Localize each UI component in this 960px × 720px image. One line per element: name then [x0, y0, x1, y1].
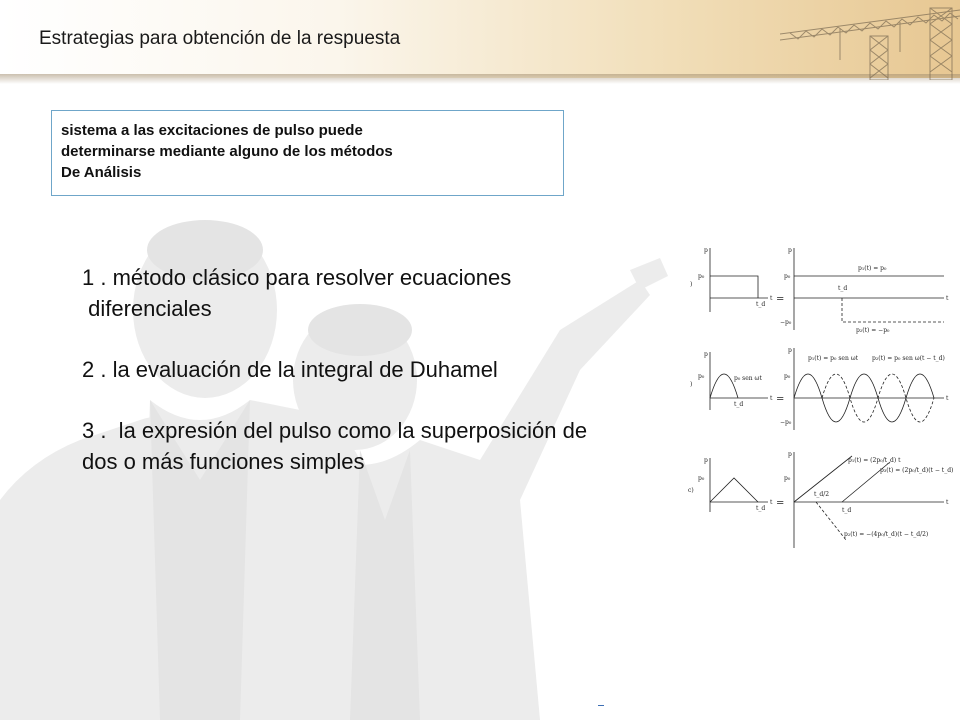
callout-line: sistema a las excitaciones de pulso puede [61, 122, 363, 139]
svg-text:t_d: t_d [756, 505, 766, 512]
svg-text:t_d: t_d [734, 401, 744, 408]
svg-text:t: t [770, 499, 773, 506]
callout-line: determinarse mediante alguno de los métodos [61, 143, 393, 160]
svg-text:t_d/2: t_d/2 [814, 491, 830, 498]
svg-text:p₀ sen ωt: p₀ sen ωt [734, 375, 762, 382]
svg-text:p₂(t) = −(4p₀/t_d)(t − t_d/2): p₂(t) = −(4p₀/t_d)(t − t_d/2) [844, 531, 929, 538]
svg-text:p₀: p₀ [784, 273, 791, 280]
svg-text:t: t [946, 499, 949, 506]
figure-label: ) [690, 281, 693, 288]
svg-text:p: p [704, 247, 708, 254]
svg-text:p₂(t) = p₀ sen ω(t − t_d): p₂(t) = p₀ sen ω(t − t_d) [872, 355, 945, 362]
svg-text:=: = [776, 498, 785, 509]
construction-crane-graphic [780, 0, 960, 80]
slide-footer-mark [598, 705, 604, 706]
svg-text:p₀: p₀ [698, 273, 705, 280]
svg-text:p: p [704, 457, 708, 464]
methods-list [82, 262, 702, 477]
svg-text:p₁(t) = p₀ sen ωt: p₁(t) = p₀ sen ωt [808, 355, 859, 362]
svg-text:−p₀: −p₀ [780, 319, 792, 326]
svg-text:t: t [946, 295, 949, 302]
svg-text:−p₀: −p₀ [780, 419, 792, 426]
svg-text:t: t [946, 395, 949, 402]
method-item-2: 2 . la evaluación de la integral de Duhamel [82, 357, 498, 382]
svg-text:p₀: p₀ [784, 373, 791, 380]
svg-text:t_d: t_d [756, 301, 766, 308]
method-item-3: 3 . la expresión del pulso como la superposición de dos o más funciones simples [82, 418, 588, 474]
svg-text:p₀: p₀ [698, 373, 705, 380]
svg-text:p: p [788, 247, 792, 254]
svg-text:=: = [776, 294, 785, 305]
method-item-1: 1 . método clásico para resolver ecuaciones diferenciales [82, 265, 512, 321]
svg-text:p₀: p₀ [784, 475, 791, 482]
svg-text:p₃(t) = (2p₀/t_d)(t − t_d): p₃(t) = (2p₀/t_d)(t − t_d) [880, 467, 954, 474]
callout-box [51, 110, 564, 196]
pulse-decomposition-figures [676, 240, 954, 550]
svg-text:p₀: p₀ [698, 475, 705, 482]
svg-text:p: p [788, 347, 792, 354]
svg-text:p: p [704, 351, 708, 358]
svg-text:t: t [770, 395, 773, 402]
svg-text:p₂(t) = −p₀: p₂(t) = −p₀ [856, 327, 890, 334]
callout-line: De Análisis [61, 164, 142, 181]
svg-text:p₁(t) = (2p₀/t_d) t: p₁(t) = (2p₀/t_d) t [848, 457, 901, 464]
figure-label: c) [688, 487, 694, 494]
svg-text:t: t [770, 295, 773, 302]
svg-text:t_d: t_d [838, 285, 848, 292]
slide-title: Estrategias para obtención de la respuesta [39, 28, 401, 49]
figure-label: ) [690, 381, 693, 388]
svg-text:=: = [776, 394, 785, 405]
svg-text:p₁(t) = p₀: p₁(t) = p₀ [858, 265, 887, 272]
svg-text:p: p [788, 451, 792, 458]
svg-text:t_d: t_d [842, 507, 852, 514]
